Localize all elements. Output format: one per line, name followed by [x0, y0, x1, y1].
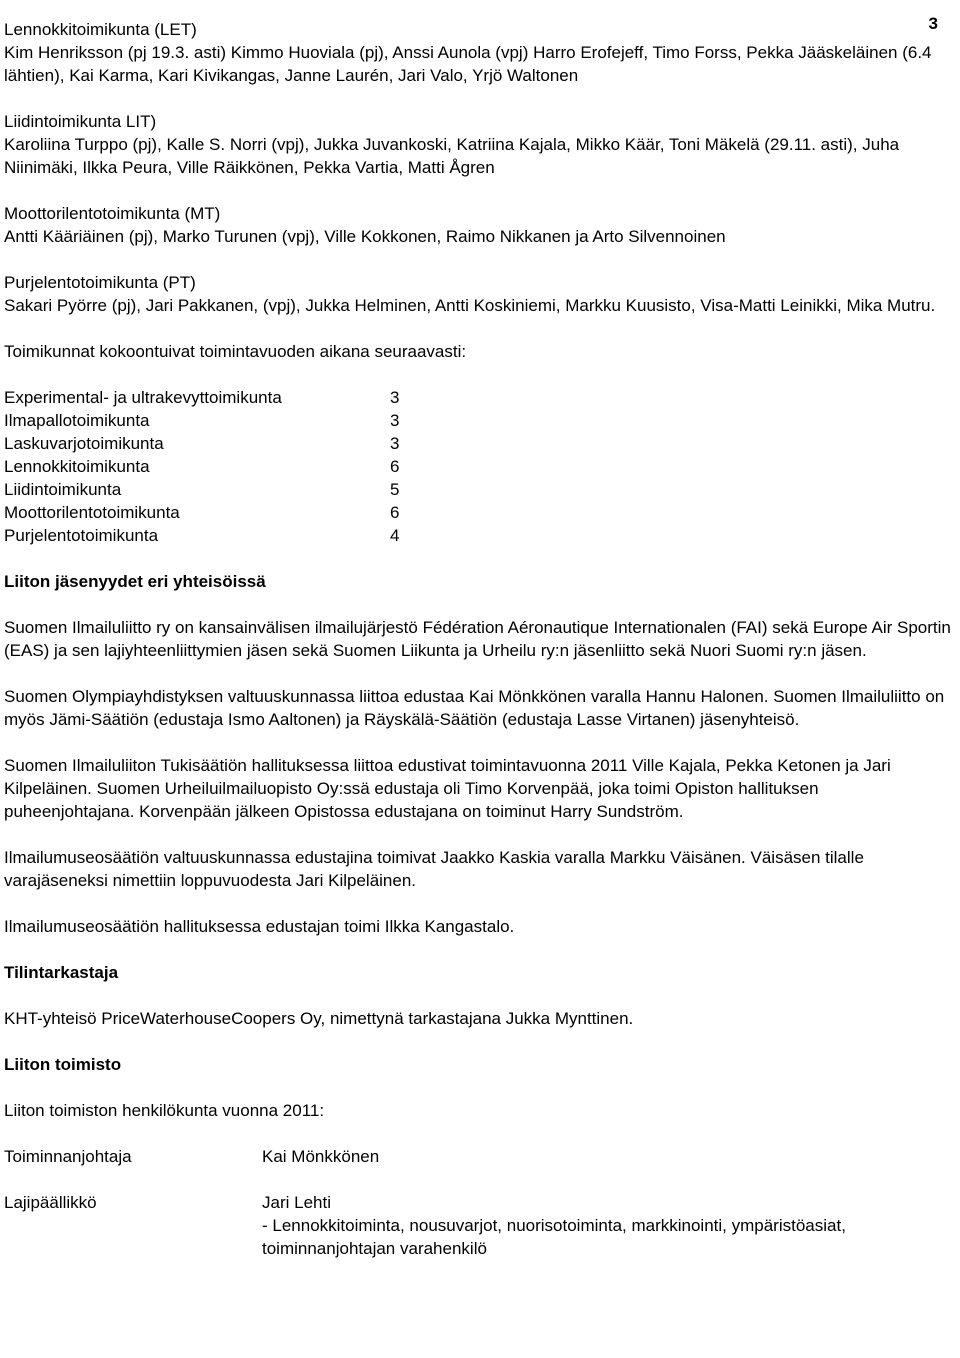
committee-title: Purjelentotoimikunta (PT) — [4, 273, 196, 292]
staff-name: Kai Mönkkönen — [262, 1147, 380, 1166]
meetings-list — [4, 386, 952, 547]
meetings-intro: Toimikunnat kokoontuivat toimintavuoden aikana seuraavasti: — [4, 342, 467, 361]
paragraph: Suomen Ilmailuliiton Tukisäätiön hallituksessa liittoa edustivat toimintavuonna 2011 Ville Kajala, Pekka Ketonen ja Jari Kilpeläinen. Suomen Urheiluilmailuopisto Oy:ssä edustaja oli Timo Korvenpää, joka toimi Opiston hallituksen puheenjohtajana. Korvenpään jälkeen Opistossa edustajana on toiminut Harry Sundström. — [4, 756, 891, 821]
list-item — [4, 524, 952, 547]
staff-person — [262, 1191, 952, 1260]
staff-row — [4, 1145, 952, 1168]
committee-name: Moottorilentotoimikunta — [4, 503, 180, 522]
meeting-count: 3 — [390, 411, 400, 430]
committee-title: Liidintoimikunta LIT) — [4, 112, 157, 131]
staff-duties: - Lennokkitoiminta, nousuvarjot, nuorisotoiminta, markkinointi, ympäristöasiat, toiminnanjohtajan varahenkilö — [262, 1216, 846, 1258]
committee-title: Lennokkitoimikunta (LET) — [4, 20, 197, 39]
paragraph: Suomen Olympiayhdistyksen valtuuskunnassa liittoa edustaa Kai Mönkkönen varalla Hannu Halonen. Suomen Ilmailuliitto on myös Jämi-Säätiön (edustaja Ismo Aaltonen) ja Räyskälä-Säätiön (edustaja Lasse Virtanen) jäsenyhteisö. — [4, 687, 945, 729]
list-item — [4, 455, 952, 478]
paragraph: Ilmailumuseosäätiön valtuuskunnassa edustajina toimivat Jaakko Kaskia varalla Markku Väisänen. Väisäsen tilalle varajäseneksi nimettiin loppuvuodesta Jari Kilpeläinen. — [4, 848, 864, 890]
committee-name: Laskuvarjotoimikunta — [4, 434, 164, 453]
section-heading-auditor: Tilintarkastaja — [4, 963, 119, 982]
staff-title: Lajipäällikkö — [4, 1193, 97, 1212]
staff-person — [262, 1145, 952, 1168]
list-item — [4, 478, 952, 501]
committee-members: Kim Henriksson (pj 19.3. asti) Kimmo Huoviala (pj), Anssi Aunola (vpj) Harro Erofejeff, Timo Forss, Pekka Jääskeläinen (6.4 lähtien), Kai Karma, Kari Kivikangas, Janne Laurén, Jari Valo, Yrjö Waltonen — [4, 43, 932, 85]
staff-title: Toiminnanjohtaja — [4, 1147, 132, 1166]
committee-name: Ilmapallotoimikunta — [4, 411, 150, 430]
list-item — [4, 386, 952, 409]
committee-lit — [4, 110, 952, 179]
committee-title: Moottorilentotoimikunta (MT) — [4, 204, 221, 223]
document-page — [4, 14, 952, 1283]
paragraph: Ilmailumuseosäätiön hallituksessa edustajan toimi Ilkka Kangastalo. — [4, 917, 515, 936]
paragraph: KHT-yhteisö PriceWaterhouseCoopers Oy, nimettynä tarkastajana Jukka Myntti​nen. — [4, 1009, 634, 1028]
committee-members: Sakari Pyörre (pj), Jari Pakkanen, (vpj), Jukka Helminen, Antti Koskiniemi, Markku Kuusisto, Visa-Matti Leinikki, Mika Mutru. — [4, 296, 936, 315]
meeting-count: 4 — [390, 526, 400, 545]
meeting-count: 6 — [390, 457, 400, 476]
committee-name: Experimental- ja ultrakevyttoimikunta — [4, 388, 282, 407]
committee-name: Liidintoimikunta — [4, 480, 122, 499]
committee-name: Lennokkitoimikunta — [4, 457, 150, 476]
committee-name: Purjelentotoimikunta — [4, 526, 159, 545]
meeting-count: 5 — [390, 480, 400, 499]
paragraph: Liiton toimiston henkilökunta vuonna 2011: — [4, 1101, 325, 1120]
list-item — [4, 409, 952, 432]
meeting-count: 3 — [390, 388, 400, 407]
committee-let — [4, 18, 952, 87]
committee-pt — [4, 271, 952, 317]
list-item — [4, 432, 952, 455]
meeting-count: 3 — [390, 434, 400, 453]
section-heading-office: Liiton toimisto — [4, 1055, 122, 1074]
staff-name: Jari Lehti — [262, 1193, 331, 1212]
staff-row — [4, 1191, 952, 1260]
committee-members: Karoliina Turppo (pj), Kalle S. Norri (vpj), Jukka Juvankoski, Katriina Kajala, Mikko Käär, Toni Mäkelä (29.11. asti), Juha Niinimäki, Ilkka Peura, Ville Räikkönen, Pekka Vartia, Matti Ågren — [4, 135, 900, 177]
list-item — [4, 501, 952, 524]
committee-mt — [4, 202, 952, 248]
page-number: 3 — [928, 14, 938, 33]
paragraph: Suomen Ilmailuliitto ry on kansainvälisen ilmailujärjestö Fédération Aéronautique Internationalen (FAI) sekä Europe Air Sportin (EAS) ja sen lajiyhteenliittymien jäsen sekä Suomen Liikunta ja Urheilu ry:n jäsenliitto sekä Nuori Suomi ry:n jäsen. — [4, 618, 951, 660]
committee-members: Antti Kääriäinen (pj), Marko Turunen (vpj), Ville Kokkonen, Raimo Nikkanen ja Arto Silvennoinen — [4, 227, 726, 246]
meeting-count: 6 — [390, 503, 400, 522]
section-heading-memberships: Liiton jäsenyydet eri yhteisöissä — [4, 572, 266, 591]
